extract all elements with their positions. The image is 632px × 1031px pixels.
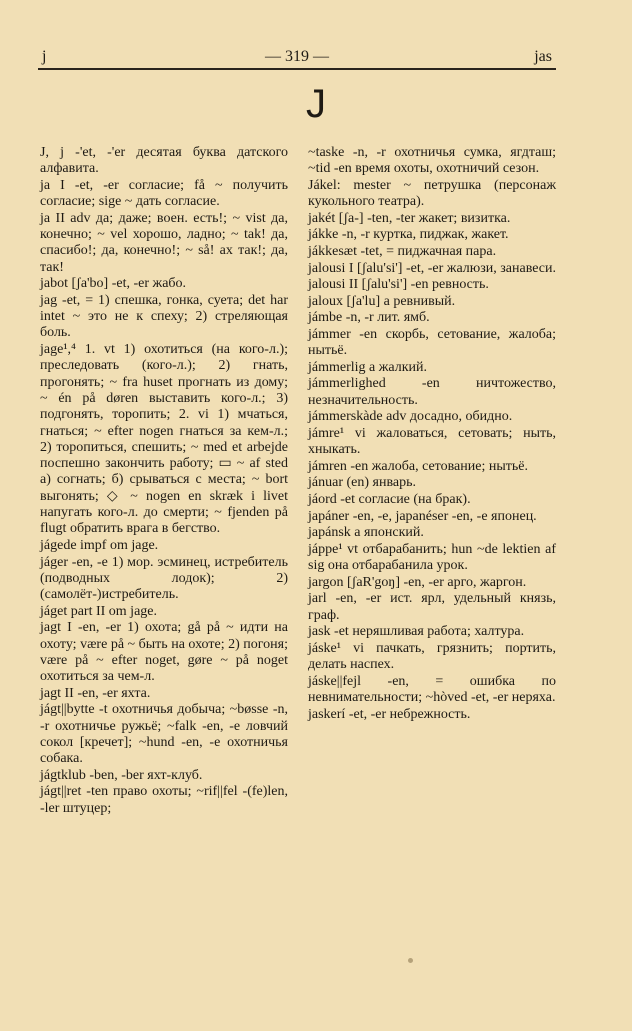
section-letter: J (306, 82, 326, 126)
dictionary-entry: jámmer -en скорбь, сетование, жалоба; нытьё. (308, 326, 556, 359)
dictionary-entry: jáord -et согласие (на брак). (308, 491, 471, 507)
dictionary-entry: jag -et, = 1) спешка, гонка, суета; det har intet ~ это не к спеху; 2) стреляющая боль. (40, 292, 288, 341)
dictionary-entry: ja I -et, -er согласие; få ~ получить согласие; sige ~ дать согласие. (40, 177, 288, 210)
running-head (38, 46, 556, 70)
dictionary-entry: jage¹,⁴ 1. vt 1) охотиться (на кого-л.); преследовать (кого-л.); 2) гнать, прогонять; ~ fra huset прогнать из дому; ~ én på døren выставить кого-л.; 3) подгонять, торопить; 2. vi 1) мчаться, гнаться; ~ efter nogen гнаться за кем-л.; 2) торопиться, спешить; ~ med et arbejde поспешно закончить работу; ▭ ~ af sted a) согнать; б) срываться с места; ~ bort выгонять; ◇ ~ nogen en skræk i livet напугать кого-л. до смерти; ~ fjenden på flugt обратить врага в бегство. (40, 342, 288, 537)
dictionary-entry: jákke -n, -r куртка, пиджак, жакет. (308, 227, 509, 243)
dictionary-entry: jágtklub -ben, -ber яхт-клуб. (40, 767, 203, 783)
dictionary-entry: ja II adv да; даже; воен. есть!; ~ vist да, конечно; ~ vel хорошо, ладно; ~ tak! да, спасибо!; да, конечно!; ~ så! ах так!; да, так! (40, 210, 288, 275)
dictionary-entry: Jákel: mester ~ петрушка (персонаж кукольного театра). (308, 177, 556, 210)
left-column (40, 145, 288, 817)
dictionary-entry: jask -et неряшливая работа; халтура. (308, 624, 525, 640)
page-number: — 319 — (265, 48, 329, 65)
dictionary-entry: jalousi I [ʃalu'si'] -et, -er жалюзи, занавеси. (308, 260, 556, 276)
dictionary-entry: jáger -en, -e 1) мор. эсминец, истребитель (подводных лодок); 2) (самолёт-)истребитель. (40, 554, 288, 603)
dictionary-entry: jarl -en, -er ист. ярл, удельный князь, граф. (308, 591, 556, 623)
dictionary-entry: J, j -'et, -'er десятая буква датского алфавита. (40, 145, 288, 177)
dictionary-entry: ~taske -n, -r охотничья сумка, ягдташ; ~tid -en время охоты, охотничий сезон. (308, 145, 556, 177)
dictionary-entry: jágede impf om jage. (40, 537, 159, 553)
header-first-word: j (42, 48, 47, 65)
dictionary-entry: jagt II -en, -er яхта. (40, 685, 151, 701)
dictionary-entry: jámmerlighed -en ничтожество, незначительность. (308, 376, 556, 408)
dictionary-entry: jagt I -en, -er 1) охота; gå på ~ идти на охоту; være på ~ быть на охоте; 2) погоня; være på ~ efter noget, gøre ~ på noget охотиться за чем-л. (40, 620, 288, 685)
dictionary-entry: jáget part II om jage. (40, 603, 158, 619)
dictionary-entry: jágt||ret -ten право охоты; ~rif||fel -(fe)len, -ler штуцер; (40, 784, 288, 816)
dictionary-entry: jámmerlig a жалкий. (308, 359, 428, 375)
dictionary-entry: jargon [ʃaR'goŋ] -en, -er арго, жаргон. (308, 574, 527, 590)
dictionary-entry: jáske¹ vi пачкать, грязнить; портить, делать наспех. (308, 640, 556, 673)
dictionary-entry: jaloux [ʃa'lu] a ревнивый. (308, 293, 456, 309)
dictionary-entry: japáner -en, -e, japanéser -en, -e японец. (308, 508, 537, 524)
dictionary-entry: jaskerí -et, -er небрежность. (308, 706, 471, 722)
right-column (308, 145, 556, 723)
dictionary-entry: jabot [ʃa'bo] -et, -er жабо. (40, 276, 187, 292)
dictionary-entry: jáske||fejl -en, = ошибка по невнимательности; ~hòved -et, -er неряха. (308, 673, 556, 705)
dictionary-entry: jámbe -n, -r лит. ямб. (308, 310, 430, 326)
dictionary-entry: jakét [ʃa-] -ten, -ter жакет; визитка. (308, 210, 511, 226)
dictionary-entry: jánuar (en) январь. (308, 475, 416, 491)
header-last-word: jas (534, 48, 552, 65)
dictionary-entry: jámmerskàde adv досадно, обидно. (308, 409, 513, 425)
dictionary-entry: jámren -en жалоба, сетование; нытьё. (308, 458, 528, 474)
paper-speck (408, 958, 413, 963)
dictionary-entry: japánsk a японский. (308, 525, 424, 541)
dictionary-entry: jágt||bytte -t охотничья добыча; ~bøsse -n, -r охотничье ружьё; ~falk -en, -e ловчий сокол [кречет]; ~hund -en, -e охотничья собака. (40, 702, 288, 767)
dictionary-entry: jalousi II [ʃalu'si'] -en ревность. (308, 277, 489, 293)
dictionary-entry: jáppe¹ vt отбарабанить; hun ~de lektien af sig она отбарабанила урок. (308, 541, 556, 574)
dictionary-entry: jámre¹ vi жаловаться, сетовать; ныть, хныкать. (308, 425, 556, 458)
dictionary-entry: jákkesæt -tet, = пиджачная пара. (308, 243, 497, 259)
